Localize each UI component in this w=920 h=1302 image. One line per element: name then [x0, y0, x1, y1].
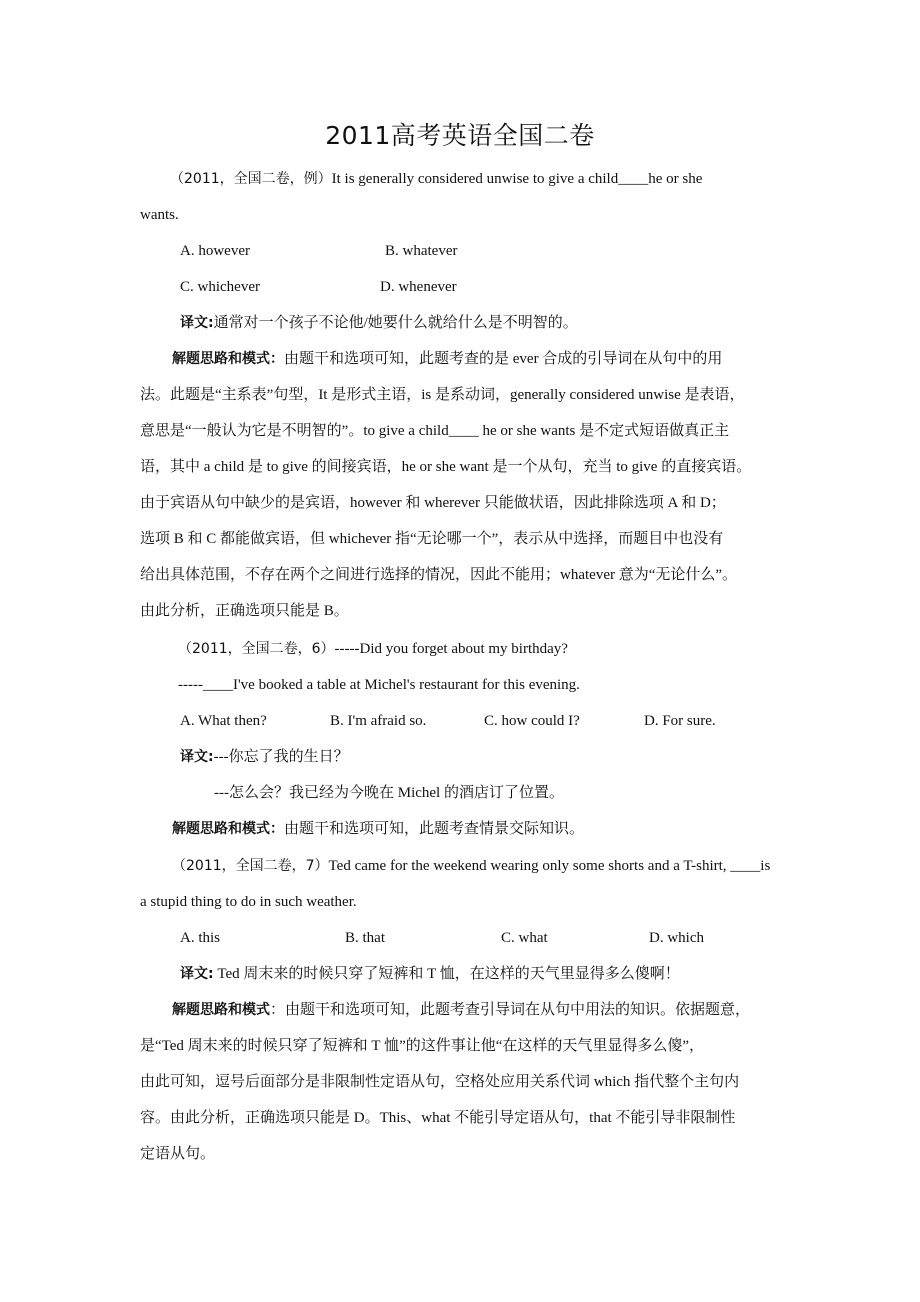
q3-option-b: B. that — [345, 930, 385, 946]
q1-analysis-text-1: 由题干和选项可知，此题考查的是 ever 合成的引导词在从句中的用 — [284, 351, 723, 367]
q2-stem-line-1 — [178, 639, 568, 659]
q3-analysis-line-5: 定语从句。 — [140, 1146, 216, 1162]
q2-translation-line-1 — [180, 747, 349, 767]
q3-analysis-line-2: 是“Ted 周末来的时候只穿了短裤和 T 恤”的这件事让他“在这样的天气里显得多么傻”， — [140, 1038, 705, 1054]
q3-analysis-line-3: 由此可知，逗号后面部分是非限制性定语从句，空格处应用关系代词 which 指代整个主句内 — [140, 1074, 740, 1090]
q3-translation-text: Ted 周末来的时候只穿了短裤和 T 恤，在这样的天气里显得多么傻啊！ — [213, 966, 680, 982]
q3-analysis-label: 解题思路和模式 — [172, 1002, 270, 1018]
q2-option-d: D. For sure. — [644, 713, 716, 729]
q2-source: （2011，全国二卷，6） — [178, 641, 335, 657]
q2-translation-label: 译文: — [180, 749, 214, 765]
q2-analysis-label: 解题思路和模式： — [172, 821, 284, 837]
q1-translation-text: 通常对一个孩子不论他/她要什么就给什么是不明智的。 — [213, 315, 578, 331]
q2-analysis — [172, 819, 584, 839]
q3-option-d: D. which — [649, 930, 704, 946]
q3-option-c: C. what — [501, 930, 548, 946]
q3-translation-label: 译文: — [180, 966, 214, 982]
q2-analysis-text: 由题干和选项可知，此题考查情景交际知识。 — [284, 821, 585, 837]
q1-analysis-line-3: 意思是“一般认为它是不明智的”。to give a child____ he or she wants 是不定式短语做真正主 — [140, 423, 730, 439]
q1-analysis-line-5: 由于宾语从句中缺少的是宾语，however 和 wherever 只能做状语，因此排除选项 A 和 D； — [140, 495, 726, 511]
q1-option-a: A. however — [180, 243, 250, 259]
q2-translation-text-1: ---你忘了我的生日？ — [213, 749, 349, 765]
q1-translation-label: 译文: — [180, 315, 214, 331]
q3-option-a: A. this — [180, 930, 221, 946]
q1-source: （2011，全国二卷，例） — [170, 171, 332, 187]
q2-translation-line-2: ---怎么会？我已经为今晚在 Michel 的酒店订了位置。 — [214, 785, 564, 801]
q2-option-b: B. I'm afraid so. — [330, 713, 427, 729]
q3-analysis-text-1: ：由题干和选项可知，此题考查引导词在从句中用法的知识。依据题意， — [270, 1002, 751, 1018]
q1-analysis-line-7: 给出具体范围，不存在两个之间进行选择的情况，因此不能用；whatever 意为“无论什么”。 — [140, 567, 738, 583]
q3-stem-text-1: Ted came for the weekend wearing only some shorts and a T-shirt, ____is — [328, 858, 771, 874]
q3-source: （2011，全国二卷，7） — [172, 858, 329, 874]
q1-analysis-line-4: 语，其中 a child 是 to give 的间接宾语，he or she want 是一个从句，充当 to give 的直接宾语。 — [140, 459, 752, 475]
q1-analysis-line-8: 由此分析，正确选项只能是 B。 — [140, 603, 349, 619]
q2-stem-text-1: -----Did you forget about my birthday? — [334, 641, 568, 657]
q3-analysis-line-1 — [172, 1000, 750, 1020]
q1-translation — [180, 313, 578, 333]
q1-analysis-label: 解题思路和模式： — [172, 351, 284, 367]
q1-analysis-line-1 — [172, 349, 722, 369]
q1-stem-line-1 — [170, 169, 702, 189]
q1-option-b: B. whatever — [385, 243, 458, 259]
q3-analysis-line-4: 容。由此分析，正确选项只能是 D。This、what 不能引导定语从句，that 不能引导非限制性 — [140, 1110, 736, 1126]
q3-translation — [180, 964, 680, 984]
q1-analysis-line-2: 法。此题是“主系表”句型，It 是形式主语，is 是系动词，generally considered unwise 是表语， — [140, 387, 745, 403]
q2-option-c: C. how could I? — [484, 713, 580, 729]
q3-stem-line-1 — [172, 856, 770, 876]
q1-stem-line-2: wants. — [140, 207, 179, 223]
q1-option-d: D. whenever — [380, 279, 457, 295]
q2-stem-line-2: -----____I've booked a table at Michel's restaurant for this evening. — [178, 677, 580, 693]
q1-stem-text-1: It is generally considered unwise to give a child____he or she — [331, 171, 703, 187]
q2-option-a: A. What then? — [180, 713, 267, 729]
q1-option-c: C. whichever — [180, 279, 260, 295]
q3-stem-line-2: a stupid thing to do in such weather. — [140, 894, 357, 910]
q1-analysis-line-6: 选项 B 和 C 都能做宾语，但 whichever 指“无论哪一个”，表示从中选择，而题目中也没有 — [140, 531, 724, 547]
page-title: 2011高考英语全国二卷 — [325, 121, 595, 150]
